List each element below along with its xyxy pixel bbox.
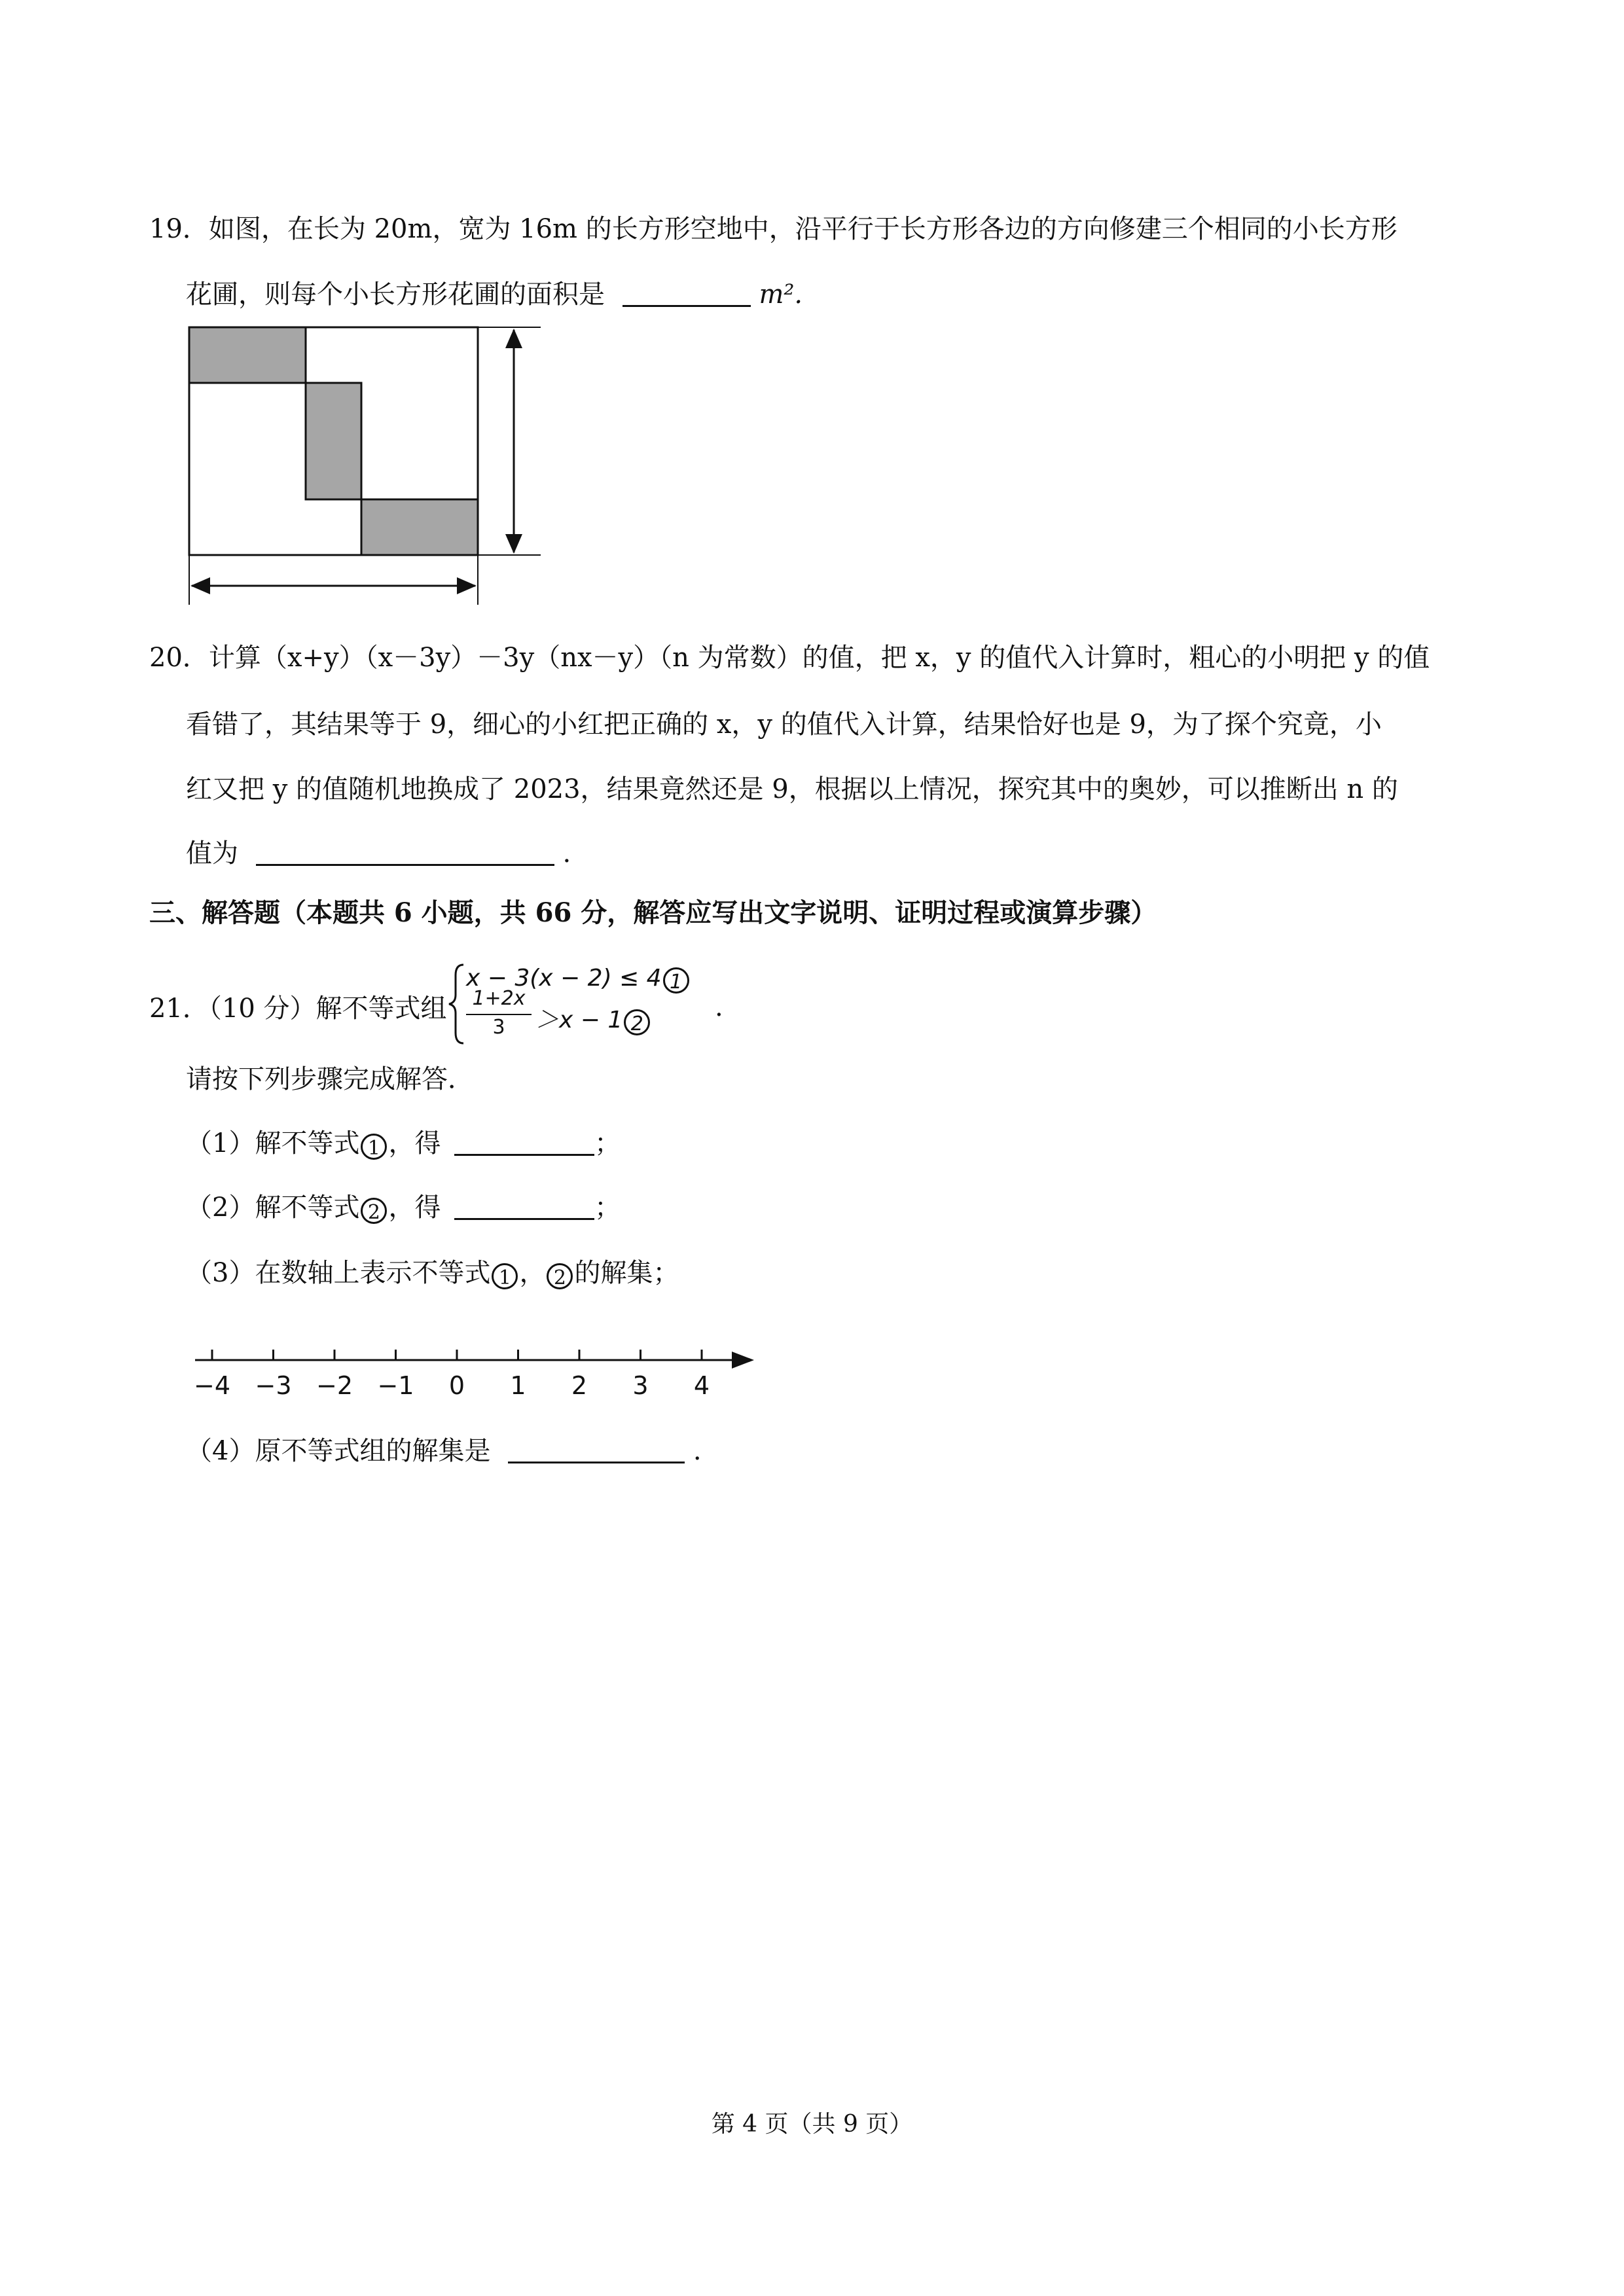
q21-instruction: 请按下列步骤完成解答． [186,1064,474,1094]
step2-answer-blank[interactable] [454,1192,594,1220]
flower-bed-3 [361,499,478,555]
circled-mark-2: 2 [624,1009,650,1035]
circled-mark-1: 1 [663,967,689,994]
number-line [195,1350,754,1369]
step1-suffix: ； [594,1128,621,1158]
q21-step4 [186,1433,702,1469]
q21-fraction-denominator: 3 [492,1016,505,1039]
step3-suffix: 的解集； [574,1258,679,1288]
axis-tick-label: −2 [316,1371,353,1400]
height-arrow-top [505,329,522,348]
q21-step1 [186,1126,621,1161]
width-arrow-right [457,577,477,594]
q19-unit: m². [759,279,803,310]
flower-bed-1 [189,327,306,383]
q21-step2 [186,1190,621,1225]
step2-mid: ，得 [388,1193,441,1223]
step2-circled-2: 2 [361,1198,387,1224]
step1-prefix: （1）解不等式 [186,1128,360,1158]
system-brace [449,965,463,1043]
step3-comma: ， [519,1258,546,1288]
q21-fraction-numerator: 1+2x [472,987,526,1010]
step2-prefix: （2）解不等式 [186,1193,360,1223]
axis-tick-label: −4 [193,1371,231,1400]
step4-answer-blank[interactable] [508,1435,685,1463]
q20-line4 [186,836,571,871]
step3-circled-1: 1 [492,1263,518,1289]
q21-ineq2-text: ＞x − 1 [535,1007,623,1033]
q19-line1: 19．如图，在长为 20m，宽为 16m 的长方形空地中，沿平行于长方形各边的方向修建三个相同的小长方形 [149,214,1398,244]
step1-answer-blank[interactable] [454,1128,594,1156]
step3-prefix: （3）在数轴上表示不等式 [186,1258,491,1288]
q20-answer-blank[interactable] [256,838,554,866]
axis-tick-label: 2 [571,1371,588,1400]
q20-line4-end: . [562,838,571,869]
page-footer: 第 4 页（共 9 页） [711,2111,913,2138]
axis-tick-label: 4 [693,1371,710,1400]
number-line-arrow [732,1352,754,1369]
q20-line3: 红又把 y 的值随机地换成了 2023，结果竟然还是 9，根据以上情况，探究其中的奥妙，可以推断出 n 的 [186,774,1398,804]
flower-bed-2 [306,383,361,499]
q21-end-dot: . [715,992,723,1022]
step1-mid: ，得 [388,1128,441,1158]
step4-suffix: . [693,1436,702,1466]
q20-line1: 20．计算（x+y）（x－3y）－3y（nx－y）（n 为常数）的值，把 x，y 的值代入计算时，粗心的小明把 y 的值 [149,643,1430,673]
height-arrow-bottom [505,534,522,554]
width-arrow-left [190,577,210,594]
q21-prefix: 21．（10 分）解不等式组 [149,994,447,1024]
axis-tick-label: −3 [255,1371,292,1400]
q19-garden-figure [189,327,541,605]
step1-circled-1: 1 [361,1134,387,1160]
axis-tick-label: −1 [377,1371,414,1400]
step2-suffix: ； [594,1193,621,1223]
q19-line2-text: 花圃，则每个小长方形花圃的面积是 [186,279,605,310]
q20-line2: 看错了，其结果等于 9，细心的小红把正确的 x，y 的值代入计算，结果恰好也是 9，为了探个究竟，小 [186,709,1382,740]
step4-prefix: （4）原不等式组的解集是 [186,1436,491,1466]
axis-tick-label: 3 [632,1371,649,1400]
q21-inequality-2 [535,1003,651,1038]
number-line-ticks [212,1350,702,1360]
section3-heading: 三、解答题（本题共 6 小题，共 66 分，解答应写出文字说明、证明过程或演算步骤） [149,897,1157,928]
axis-tick-label: 1 [510,1371,526,1400]
q21-step3 [186,1255,679,1291]
q21-ineq1-text: x − 3(x − 2) ≤ 4 [466,965,662,992]
step3-circled-2: 2 [547,1263,573,1289]
axis-tick-label: 0 [448,1371,465,1400]
q20-line4-text: 值为 [186,838,238,869]
